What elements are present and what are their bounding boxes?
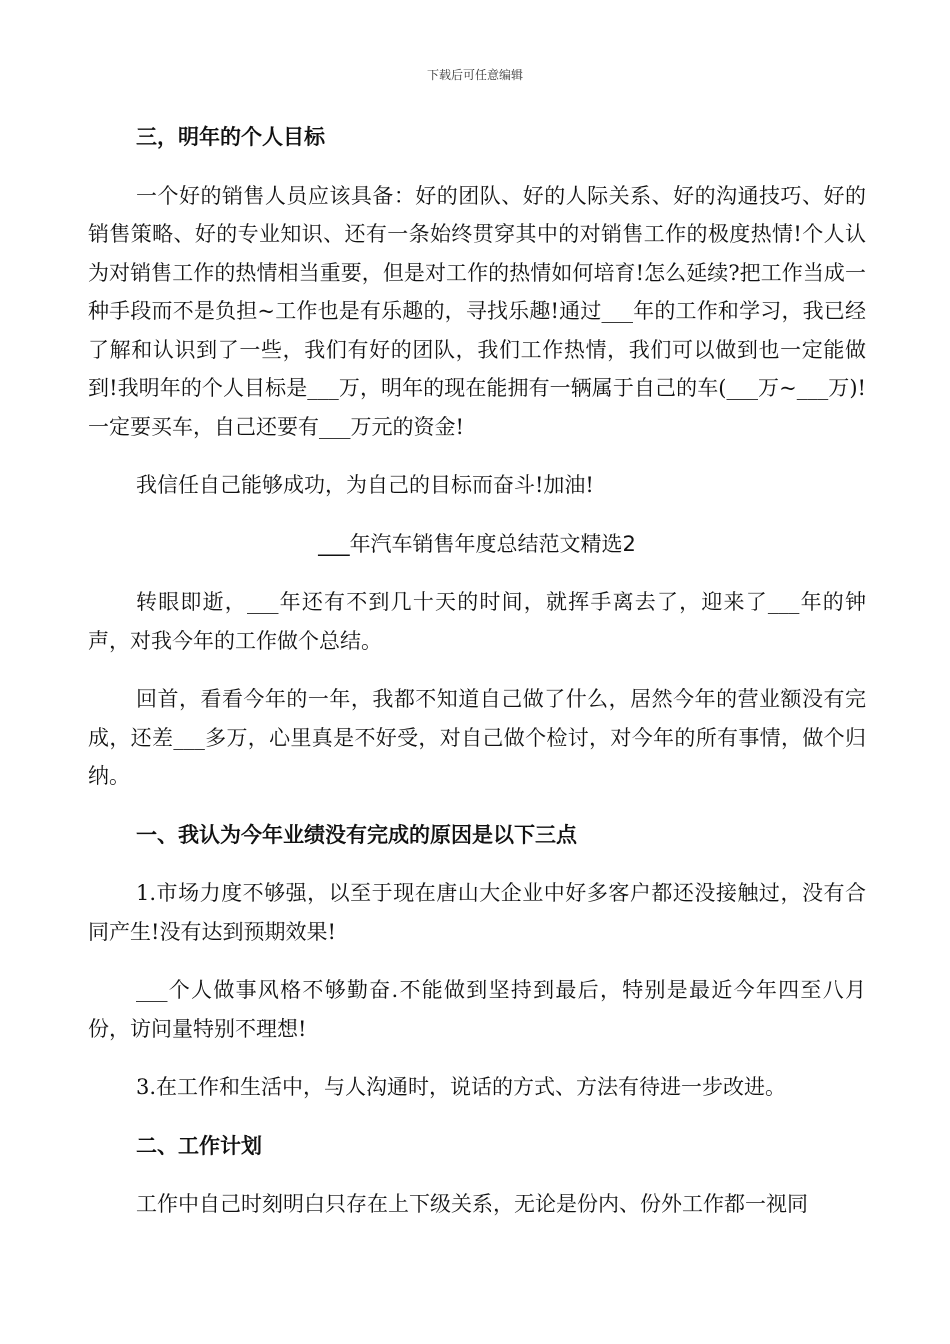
paragraph-reason-1: 1.市场力度不够强，以至于现在唐山大企业中好多客户都还没接触过，没有合同产生!没有达到预期效果! [88,881,866,944]
paragraph-goals: 一个好的销售人员应该具备：好的团队、好的人际关系、好的沟通技巧、好的销售策略、好的专业知识、还有一条始终贯穿其中的对销售工作的极度热情!个人认为对销售工作的热情相当重要，但是对工作的热情如何培育!怎么延续?把工作当成一种手段而不是负担~工作也是有乐趣的，寻找乐趣!通过___年的工作和学习，我已经了解和认识到了一些，我们有好的团队，我们工作热情，我们可以做到也一定能做到!我明年的个人目标是___万，明年的现在能拥有一辆属于自己的车(___万~___万)!一定要买车，自己还要有___万元的资金! [88,183,866,439]
paragraph-confidence: 我信任自己能够成功，为自己的目标而奋斗!加油! [136,473,594,497]
paragraph-review: 回首，看看今年的一年，我都不知道自己做了什么，居然今年的营业额没有完成，还差___多万，心里真是不好受，对自己做个检讨，对今年的所有事情，做个归纳。 [88,687,866,788]
section-heading-goals: 三，明年的个人目标 [136,125,325,149]
section-heading-plan: 二、工作计划 [136,1133,262,1158]
paragraph-intro: 转眼即逝，___年还有不到几十天的时间，就挥手离去了，迎来了___年的钟声，对我今年的工作做个总结。 [88,590,866,653]
paragraph-plan: 工作中自己时刻明白只存在上下级关系，无论是份内、份外工作都一视同 [136,1192,808,1216]
paragraph-reason-3: 3.在工作和生活中，与人沟通时，说话的方式、方法有待进一步改进。 [136,1075,787,1099]
page-header: 下载后可任意编辑 [426,68,523,82]
document-body [88,118,866,1244]
article-title: ___年汽车销售年度总结范文精选2 [318,531,636,556]
section-heading-reasons: 一、我认为今年业绩没有完成的原因是以下三点 [136,822,577,847]
paragraph-reason-2: ___个人做事风格不够勤奋.不能做到坚持到最后，特别是最近今年四至八月份，访问量特别不理想! [88,978,866,1041]
